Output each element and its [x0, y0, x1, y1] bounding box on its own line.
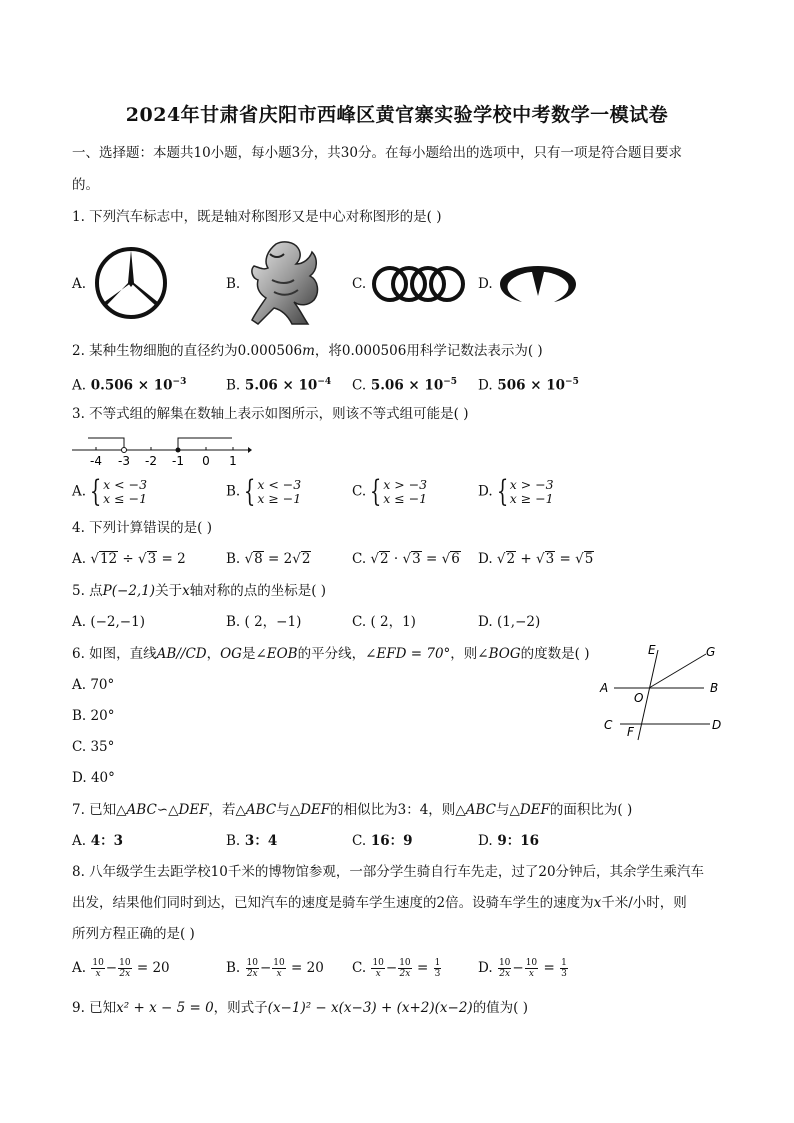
q7-option-b[interactable]: B. 3：4 [226, 833, 278, 849]
point-label: B [710, 681, 719, 695]
page-title: 2024年甘肃省庆阳市西峰区黄官寨实验学校中考数学一模试卷 [125, 104, 669, 126]
q8-stem-line1: 8. 八年级学生去距学校10千米的博物馆参观，一部分学生骑自行车先走，过了20分钟后，其余学生乘汽车 [72, 864, 705, 880]
mercedes-logo-icon [93, 245, 169, 321]
point-label: E [648, 643, 656, 657]
closed-point [176, 448, 181, 453]
q7-stem: 7. 已知△ABC∽△DEF，若△ABC与△DEF的相似比为3：4，则△ABC与△DEF的面积比为( ) [72, 802, 633, 818]
q1-stem: 1. 下列汽车标志中，既是轴对称图形又是中心对称图形的是( ) [72, 209, 442, 225]
peugeot-lion-logo-icon [248, 240, 324, 326]
section-heading: 一、选择题：本题共10小题，每小题3分，共30分。在每小题给出的选项中，只有一项是符合题目要求 [72, 145, 682, 161]
infiniti-logo-icon [496, 262, 580, 306]
q2-option-c[interactable]: C. $5.06 \times 10^{-5}$ [352, 377, 458, 394]
q2-stem: 2. 某种生物细胞的直径约为0.000506m，将0.000506用科学记数法表示为( ) [72, 343, 543, 359]
parallel-lines-figure [596, 640, 728, 744]
q3-stem: 3. 不等式组的解集在数轴上表示如图所示，则该不等式组可能是( ) [72, 406, 469, 422]
q3-option-b[interactable]: B. { x < −3 x ≥ −1 [226, 474, 302, 509]
q5-stem: 5. 点P(−2,1)关于x轴对称的点的坐标是( ) [72, 583, 327, 599]
open-point [122, 448, 127, 453]
q1-option-b-label: B. [226, 276, 241, 292]
number-line-figure [72, 432, 252, 470]
q1-option-c-label: C. [352, 276, 367, 292]
tick-label: -4 [90, 454, 102, 468]
q9-stem: 9. 已知x² + x − 5 = 0，则式子(x−1)² − x(x−3) + (x+2)(x−2)的值为( ) [72, 1000, 529, 1016]
section-heading-cont: 的。 [72, 177, 99, 193]
q3-option-c[interactable]: C. { x > −3 x ≤ −1 [352, 474, 428, 509]
q5-option-d[interactable]: D. (1,−2) [478, 614, 541, 630]
point-label: C [604, 718, 613, 732]
q4-option-a[interactable]: A. √12 ÷ √3 = 2 [72, 551, 186, 567]
tick-label: 0 [202, 454, 210, 468]
q8-option-a[interactable]: A. $\frac{10}{x}$ − $\frac{10}{2x}$ = 20 [72, 958, 170, 979]
point-label: F [627, 725, 634, 739]
q2-option-d[interactable]: D. $506 \times 10^{-5}$ [478, 377, 579, 394]
q2-option-a[interactable]: A. $0.506 \times 10^{-3}$ [72, 377, 187, 394]
q6-stem: 6. 如图，直线AB//CD，OG是∠EOB的平分线，∠EFD = 70°，则∠BOG的度数是( ) [72, 646, 590, 662]
q7-option-d[interactable]: D. 9：16 [478, 833, 540, 849]
q1-option-a-label: A. [72, 276, 87, 292]
q7-option-a[interactable]: A. 4：3 [72, 833, 124, 849]
q8-stem-line2: 出发，结果他们同时到达，已知汽车的速度是骑车学生速度的2倍。设骑车学生的速度为x千米/小时，则 [72, 895, 687, 911]
q3-option-a[interactable]: A. { x < −3 x ≤ −1 [72, 474, 148, 509]
tick-label: -3 [118, 454, 130, 468]
tick-label: -2 [145, 454, 157, 468]
q4-option-d[interactable]: D. √2 + √3 = √5 [478, 551, 594, 567]
q2-option-b[interactable]: B. $5.06 \times 10^{-4}$ [226, 377, 332, 394]
line-og [649, 654, 706, 688]
q4-stem: 4. 下列计算错误的是( ) [72, 520, 212, 536]
q8-stem-line3: 所列方程正确的是( ) [72, 926, 195, 942]
q8-option-d[interactable]: D. $\frac{10}{2x}$ − $\frac{10}{x}$ = $\frac{1}{3}$ [478, 958, 567, 979]
q5-option-c[interactable]: C. ( 2，1) [352, 614, 416, 630]
q6-option-d[interactable]: D. 40° [72, 770, 115, 786]
point-label: D [712, 718, 722, 732]
point-label: O [634, 691, 644, 705]
q6-option-c[interactable]: C. 35° [72, 739, 115, 755]
tick-label: -1 [172, 454, 184, 468]
q4-option-c[interactable]: C. √2 · √3 = √6 [352, 551, 460, 567]
q1-option-d-label: D. [478, 276, 493, 292]
q4-option-b[interactable]: B. √8 = 2√2 [226, 551, 311, 567]
tick-label: 1 [229, 454, 237, 468]
q5-option-a[interactable]: A. (−2,−1) [72, 614, 145, 630]
q5-option-b[interactable]: B. ( 2，−1) [226, 614, 302, 630]
point-label: G [706, 645, 716, 659]
q8-option-c[interactable]: C. $\frac{10}{x}$ − $\frac{10}{2x}$ = $\frac{1}{3}$ [352, 958, 441, 979]
q8-option-b[interactable]: B. $\frac{10}{2x}$ − $\frac{10}{x}$ = 20 [226, 958, 324, 979]
q7-option-c[interactable]: C. 16：9 [352, 833, 413, 849]
audi-rings-logo-icon [370, 264, 468, 304]
q6-option-b[interactable]: B. 20° [72, 708, 115, 724]
point-label: A [600, 681, 609, 695]
q6-option-a[interactable]: A. 70° [72, 677, 115, 693]
q3-option-d[interactable]: D. { x > −3 x ≥ −1 [478, 474, 554, 509]
